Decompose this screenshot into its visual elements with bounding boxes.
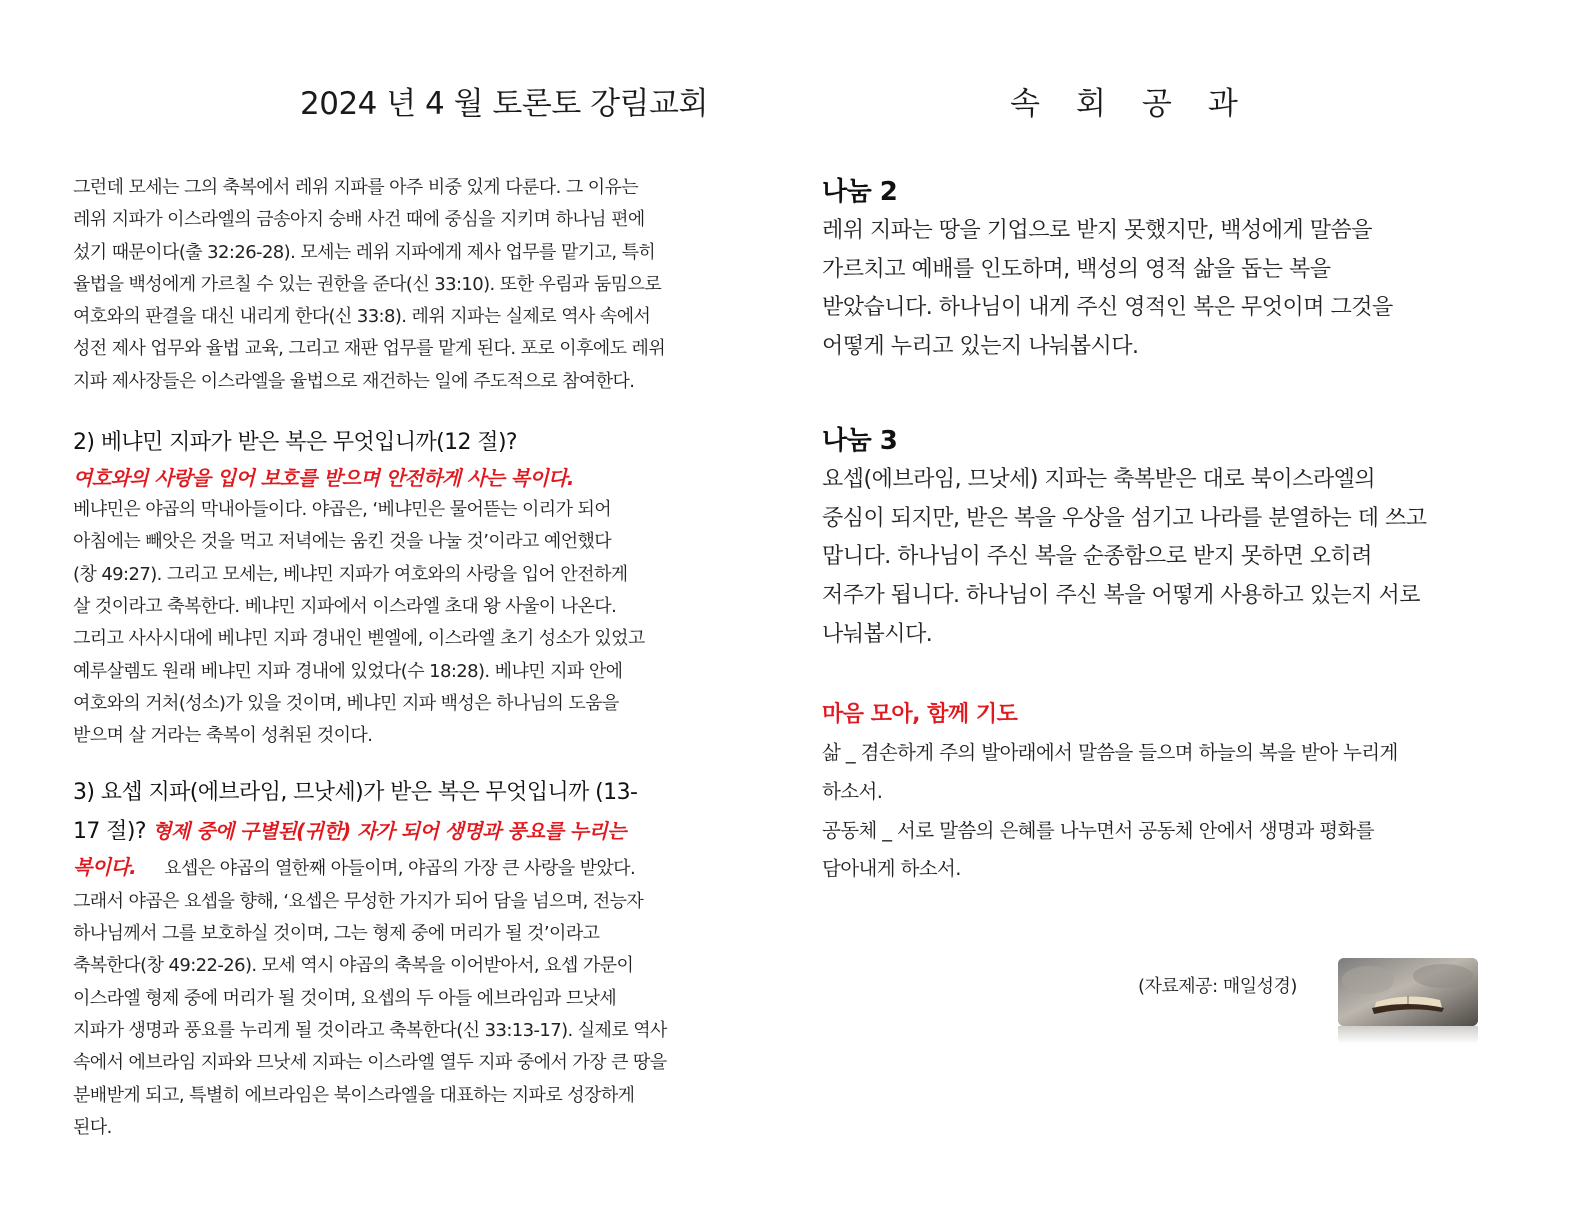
page-title-left: 2024 년 4 월 토론토 강림교회	[300, 86, 708, 122]
q3-line: 축복한다(창 49:22-26). 모세 역시 야곱의 축복을 이어받아서, 요셉 가문이	[73, 955, 634, 977]
q2-body	[73, 494, 763, 752]
q2-line: 아침에는 빼앗은 것을 먹고 저녁에는 움킨 것을 나눌 것’이라고 예언했다	[73, 531, 612, 553]
answer-2: 여호와의 사랑을 입어 보호를 받으며 안전하게 사는 복이다.	[73, 466, 574, 491]
q3-body	[73, 851, 763, 1144]
share-3-line: 중심이 되지만, 받은 복을 우상을 섬기고 나라를 분열하는 데 쓰고	[822, 505, 1427, 531]
intro-line: 성전 제사 업무와 율법 교육, 그리고 재판 업무를 맡게 된다. 포로 이후에도 레위	[73, 338, 666, 360]
title-char: 공	[1141, 86, 1172, 122]
q2-line: 예루살렘도 원래 베냐민 지파 경내에 있었다(수 18:28). 베냐민 지파 안에	[73, 660, 623, 682]
title-char: 과	[1207, 86, 1238, 122]
q3-line: 분배받게 되고, 특별히 에브라임은 북이스라엘을 대표하는 지파로 성장하게	[73, 1084, 635, 1106]
share-3-line: 맙니다. 하나님이 주신 복을 순종함으로 받지 못하면 오히려	[822, 544, 1372, 570]
q3-line: 이스라엘 형제 중에 머리가 될 것이며, 요셉의 두 아들 에브라임과 므낫세	[73, 987, 617, 1009]
question-3	[73, 774, 763, 851]
prayer-line: 공동체 _ 서로 말씀의 은혜를 나누면서 공동체 안에서 생명과 평화를	[822, 818, 1374, 842]
q3-body-first: 요셉은 야곱의 열한째 아들이며, 야곱의 가장 큰 사랑을 받았다.	[164, 858, 636, 880]
answer-3-part2: 복이다.	[73, 855, 137, 880]
share-3-title: 나눔 3	[822, 425, 898, 456]
share-3-line: 나눠봅시다.	[822, 621, 933, 647]
intro-paragraph	[73, 172, 763, 398]
share-2-line: 어떻게 누리고 있는지 나눠봅시다.	[822, 334, 1139, 360]
page-title-right	[1010, 78, 1270, 123]
source-credit: (자료제공: 매일성경)	[1138, 976, 1297, 997]
share-3-line: 요셉(에브라임, 므낫세) 지파는 축복받은 대로 북이스라엘의	[822, 466, 1376, 492]
prayer-line: 삶 _ 겸손하게 주의 발아래에서 말씀을 들으며 하늘의 복을 받아 누리게	[822, 741, 1398, 765]
prayer-line: 하소서.	[822, 779, 883, 803]
left-column	[73, 172, 763, 1144]
share-3-body	[822, 461, 1502, 655]
intro-line: 섰기 때문이다(출 32:26-28). 모세는 레위 지파에게 제사 업무를 맡기고, 특히	[73, 241, 656, 263]
q2-line: 베냐민은 야곱의 막내아들이다. 야곱은, ‘베냐민은 물어뜯는 이리가 되어	[73, 499, 612, 521]
question-3-line2	[73, 812, 763, 851]
photo-reflection	[1338, 1026, 1478, 1044]
prayer-line: 담아내게 하소서.	[822, 857, 961, 881]
q2-line: 살 것이라고 축복한다. 베냐민 지파에서 이스라엘 초대 왕 사울이 나온다.	[73, 595, 617, 617]
q3-line: 그래서 야곱은 요셉을 향해, ‘요셉은 무성한 가지가 되어 담을 넘으며, 전능자	[73, 890, 644, 912]
intro-line: 지파 제사장들은 이스라엘을 율법으로 재건하는 일에 주도적으로 참여한다.	[73, 370, 635, 392]
title-char: 회	[1075, 86, 1106, 122]
share-2-line: 가르치고 예배를 인도하며, 백성의 영적 삶을 돕는 복을	[822, 256, 1331, 282]
prayer-body	[822, 734, 1502, 888]
share-2-body	[822, 212, 1502, 367]
answer-3-part1: 형제 중에 구별된(귀한) 자가 되어 생명과 풍요를 누리는	[152, 819, 626, 844]
q3-line: 지파가 생명과 풍요를 누리게 될 것이라고 축복한다(신 33:13-17). 실제로 역사	[73, 1019, 667, 1041]
title-char: 속	[1010, 86, 1040, 122]
question-2: 2) 베냐민 지파가 받은 복은 무엇입니까(12 절)?	[73, 430, 518, 456]
prayer-title: 마음 모아, 함께 기도	[822, 702, 1018, 728]
question-3-line1: 3) 요셉 지파(에브라임, 므낫세)가 받은 복은 무엇입니까 (13-	[73, 780, 638, 806]
q3-first-line	[73, 851, 763, 885]
question-3-prefix: 17 절)?	[73, 819, 153, 845]
intro-line: 그런데 모세는 그의 축복에서 레위 지파를 아주 비중 있게 다룬다. 그 이유는	[73, 177, 639, 198]
q2-line: (창 49:27). 그리고 모세는, 베냐민 지파가 여호와의 사랑을 입어 안전하게	[73, 563, 628, 585]
share-2-title: 나눔 2	[822, 177, 898, 207]
q2-line: 받으며 살 거라는 축복이 성취된 것이다.	[73, 725, 373, 747]
intro-line: 여호와의 판결을 대신 내리게 한다(신 33:8). 레위 지파는 실제로 역사 속에서	[73, 306, 651, 328]
share-2-line: 받았습니다. 하나님이 내게 주신 영적인 복은 무엇이며 그것을	[822, 295, 1393, 321]
q3-line: 속에서 에브라임 지파와 므낫세 지파는 이스라엘 열두 지파 중에서 가장 큰 땅을	[73, 1052, 667, 1074]
q2-line: 그리고 사사시대에 베냐민 지파 경내인 벧엘에, 이스라엘 초기 성소가 있었고	[73, 628, 645, 650]
q3-line: 된다.	[73, 1116, 112, 1138]
share-2-line: 레위 지파는 땅을 기업으로 받지 못했지만, 백성에게 말씀을	[822, 218, 1372, 243]
share-3-line: 저주가 됩니다. 하나님이 주신 복을 어떻게 사용하고 있는지 서로	[822, 582, 1420, 608]
open-bible-photo-icon	[1338, 958, 1478, 1026]
q3-line: 하나님께서 그를 보호하실 것이며, 그는 형제 중에 머리가 될 것’이라고	[73, 923, 600, 945]
right-column	[822, 172, 1502, 889]
q2-line: 여호와의 거처(성소)가 있을 것이며, 베냐민 지파 백성은 하나님의 도움을	[73, 692, 619, 714]
intro-line: 레위 지파가 이스라엘의 금송아지 숭배 사건 때에 중심을 지키며 하나님 편에	[73, 209, 645, 231]
intro-line: 율법을 백성에게 가르칠 수 있는 권한을 준다(신 33:10). 또한 우림과 둠밈으로	[73, 273, 662, 295]
